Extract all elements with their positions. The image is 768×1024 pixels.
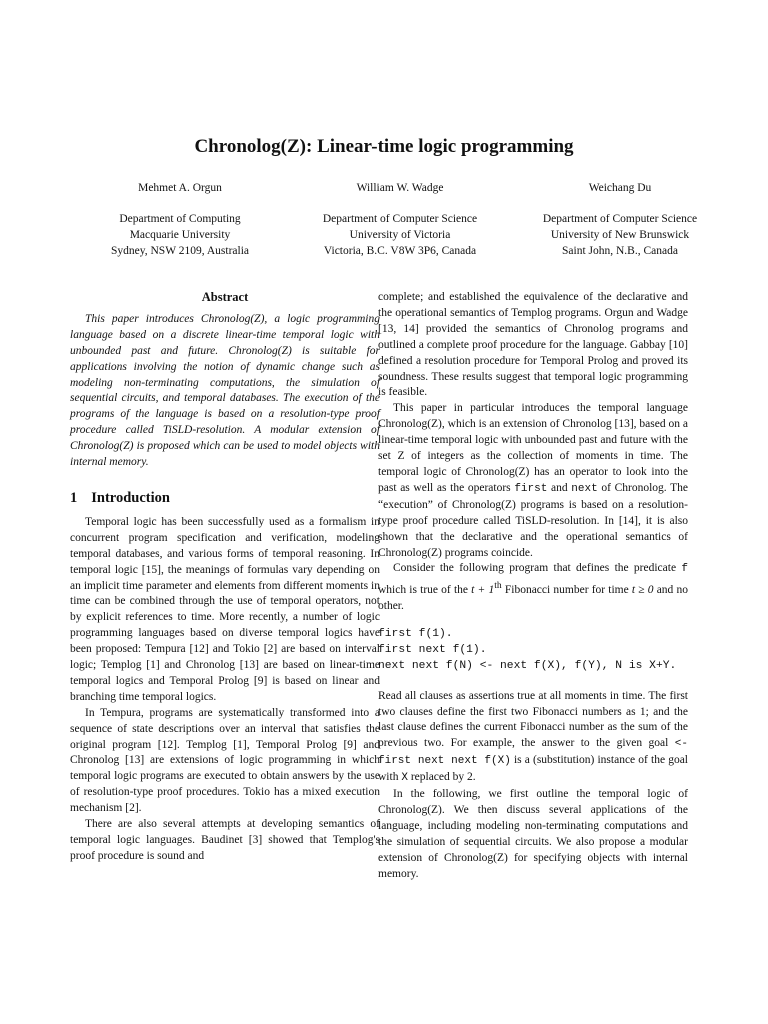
author-du [510,180,730,259]
section-heading-introduction [70,491,380,507]
intro-paragraph-1: Temporal logic has been successfully used as a formalism in concurrent program specification and verification, modeling temporal databases, and various forms of temporal reasoning. In temporal logic [15], the meanings of formulas vary depending on an implicit time parameter and elements from different moments in time can be combined through the use of temporal operators, not by explicit references to time. More recently, a number of logic programming languages based on diverse temporal logics have been proposed: Tempura [12] and Tokio [2] are based on interval logic; Templog [1] and Chronolog [13] are based on linear-time temporal logics and Temporal Prolog [9] is based on linear and branching time temporal logics. [70,515,380,703]
abstract-text: This paper introduces Chronolog(Z), a logic programming language based on a discrete linear-time temporal logic with unbounded past and future. Chronolog(Z) is suitable for applications involving the notion of dynamic change such as modeling non-terminating computations, the simulation of sequential circuits, and temporal databases. The execution of the programs of the language is based on a resolution-type proof procedure called TiSLD-resolution. A modular extension of Chronolog(Z) is proposed which can be used to model objects with internal memory. [70,312,380,469]
text-span: and no other. [378,584,688,613]
author-department: Department of Computer Science [322,213,478,225]
text-span: Read all clauses as assertions true at all moments in time. The first two clauses define the first two Fibonacci numbers as 1; and the last clause defines the current Fibonacci number as the sum of the previous two. For example, the answer to the given goal [378,689,688,750]
text-span: Consider the following program that defines the predicate [393,562,682,575]
right-column [378,290,688,883]
code-line: next next f(N) <- next f(X), f(Y), N is X+Y. [378,659,677,672]
intro-paragraph-3-continued: complete; and established the equivalence of the declarative and the operational semantics of Templog programs. Orgun and Wadge [13, 14] provided the semantics of Chronolog programs and outlined a complete proof procedure for the language. Gabbay [10] defined a resolution procedure for Temporal Prolog and proved its soundness. These results suggest that temporal logic programming is feasible. [378,291,688,399]
intro-paragraph-3: There are also several attempts at developing semantics of temporal logic languages. Baudinet [3] showed that Templog's proof procedure is sound and [70,818,380,862]
author-department: Department of Computer Science [542,213,698,225]
author-institution: Macquarie University [129,229,231,241]
text-span: of Chronolog. The “execution” of Chronolog(Z) programs is based on a resolution-type proof procedure called TiSLD-resolution. In [14], it is also shown that the declarative and the operational semantics of Chronolog(Z) programs coincide. [378,481,688,559]
author-block [70,180,730,259]
code-line: first f(1). [378,627,453,640]
intro-paragraph-6 [378,689,688,787]
author-orgun [70,180,290,259]
section-title: Introduction [91,489,170,506]
text-span: Fibonacci number for time [501,584,632,597]
author-name: Mehmet A. Orgun [138,182,222,194]
text-span: is a (substitution) instance of the goal with [378,754,688,784]
ordinal-suffix: th [494,580,502,592]
author-institution: University of Victoria [349,229,451,241]
goal-expression: <- first next next f(X) [378,738,688,768]
predicate-f: f [681,563,688,576]
keyword-next: next [571,482,598,495]
abstract-heading: Abstract [201,290,249,304]
math-condition: t ≥ 0 [631,584,654,597]
author-address: Sydney, NSW 2109, Australia [111,245,249,257]
author-address: Saint John, N.B., Canada [562,245,678,257]
left-column [70,290,380,865]
author-department: Department of Computing [119,213,241,225]
author-name: Weichang Du [588,182,652,194]
code-line: first next f(1). [378,643,487,656]
text-span: which is true of the [378,584,472,597]
intro-paragraph-7: In the following, we first outline the temporal logic of Chronolog(Z). We then discuss several applications of the language, including modeling non-terminating computations and the simulation of sequential circuits. We also propose a modular extension of Chronolog(Z) for specifying objects with internal memory. [378,788,688,880]
paper-title: Chronolog(Z): Linear-time logic programming [194,136,574,157]
text-span: replaced by 2. [407,771,476,784]
intro-paragraph-4 [378,401,688,561]
intro-paragraph-5 [378,561,688,615]
author-name: William W. Wadge [356,182,444,194]
math-expression: t + 1 [471,584,495,597]
code-listing [378,627,688,675]
author-address: Victoria, B.C. V8W 3P6, Canada [323,245,477,257]
variable-x: X [401,772,408,785]
author-wadge [290,180,510,259]
section-number: 1 [70,489,78,506]
text-span: This paper in particular introduces the temporal language Chronolog(Z), which is an extension of Chronolog [13], based on a linear-time temporal logic with unbounded past and future with the set Z of integers as the collection of moments in time. The temporal logic of Chronolog(Z) has an operator to look into the past as well as the operators [378,402,688,494]
intro-paragraph-2: In Tempura, programs are systematically transformed into a sequence of state descriptions over an interval that satisfies the original program [12]. Templog [1], Temporal Prolog [9] and Chronolog [13] are extensions of logic programming in which temporal logic programs are executed to obtain answers by the use of resolution-type proof procedures. Tokio has a mixed execution mechanism [2]. [70,706,380,815]
keyword-first: first [514,482,548,495]
author-institution: University of New Brunswick [550,229,690,241]
text-span: and [547,481,572,494]
